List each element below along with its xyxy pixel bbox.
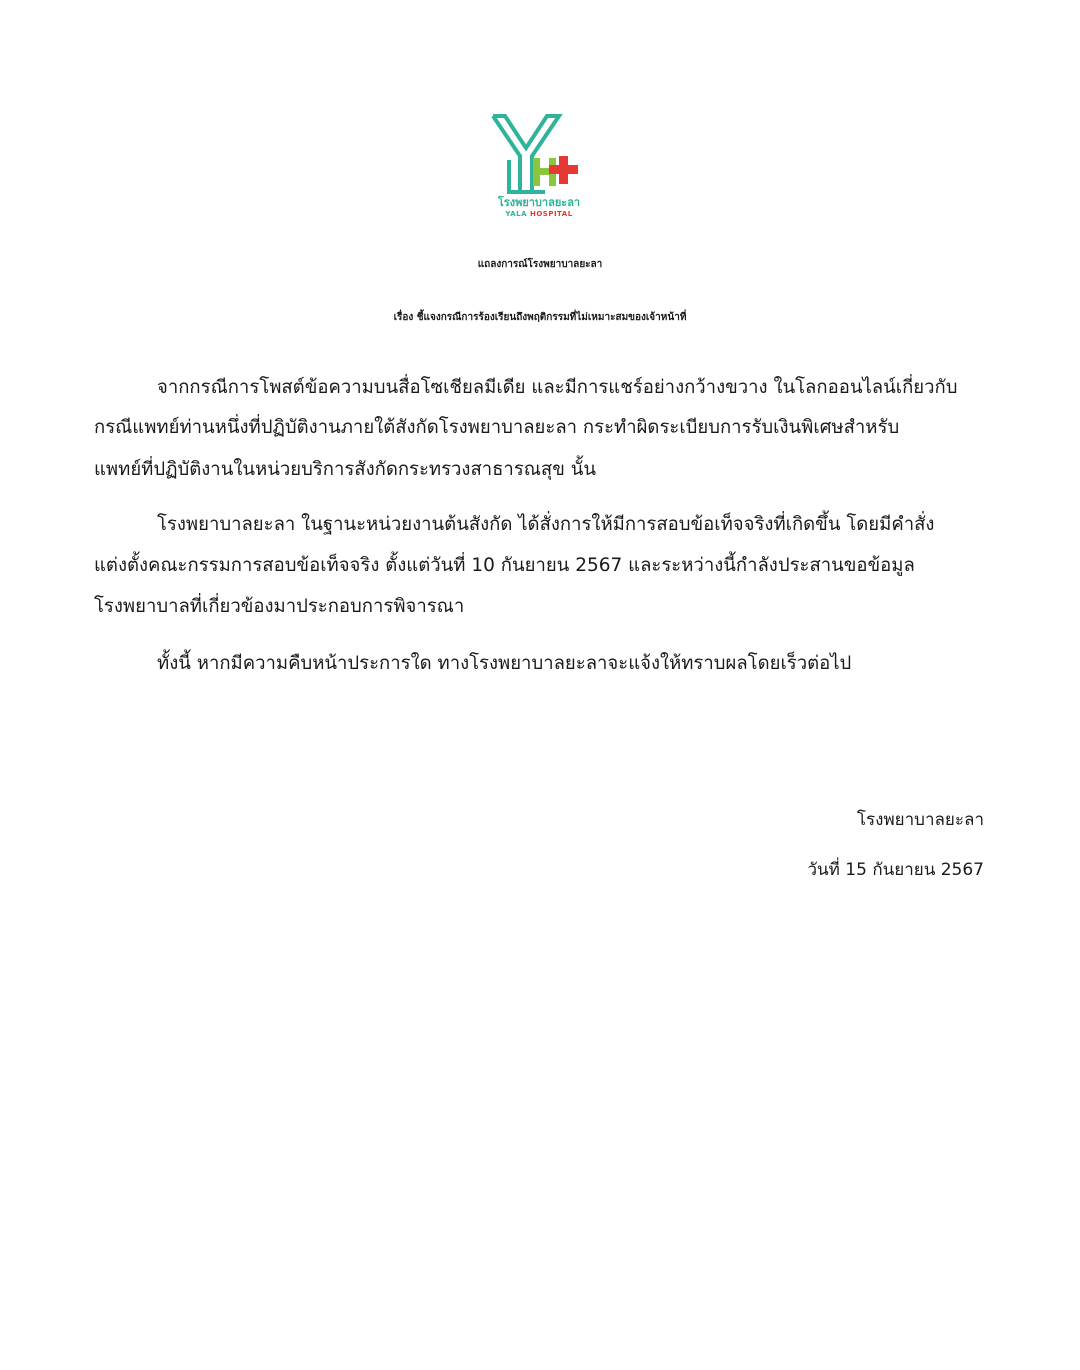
logo-name-english-part2: HOSPITAL	[529, 210, 573, 218]
paragraph-2-line-3: โรงพยาบาลที่เกี่ยวข้องมาประกอบการพิจารณา	[94, 596, 465, 617]
logo-name-english	[483, 210, 595, 219]
statement-title: แถลงการณ์โรงพยาบาลยะลา	[477, 259, 603, 270]
signature-organization: โรงพยาบาลยะลา	[856, 810, 984, 830]
paragraph-1-line-1: จากกรณีการโพสต์ข้อความบนสื่อโซเชียลมีเดีย และมีการแชร์อย่างกว้างขวาง ในโลกออนไลน์เกี่ยวกับ	[157, 377, 958, 398]
paragraph-1-line-3: แพทย์ที่ปฏิบัติงานในหน่วยบริการสังกัดกระทรวงสาธารณสุข นั้น	[94, 459, 597, 480]
logo-name-thai: โรงพยาบาลยะลา	[497, 196, 581, 209]
hospital-logo	[483, 112, 595, 222]
paragraph-3-line-1: ทั้งนี้ หากมีความคืบหน้าประการใด ทางโรงพยาบาลยะลาจะแจ้งให้ทราบผลโดยเร็วต่อไป	[157, 653, 852, 674]
paragraph-1-line-2: กรณีแพทย์ท่านหนึ่งที่ปฏิบัติงานภายใต้สังกัดโรงพยาบาลยะลา กระทำผิดระเบียบการรับเงินพิเศษสำหรับ	[94, 417, 900, 438]
logo-name-english-part1: YALA	[505, 210, 530, 218]
paragraph-2-line-1: โรงพยาบาลยะลา ในฐานะหน่วยงานต้นสังกัด ได้สั่งการให้มีการสอบข้อเท็จจริงที่เกิดขึ้น โดยมีคำสั่ง	[157, 514, 935, 535]
yala-hospital-logo-icon	[483, 112, 595, 196]
paragraph-2-line-2: แต่งตั้งคณะกรรมการสอบข้อเท็จจริง ตั้งแต่วันที่ 10 กันยายน 2567 และระหว่างนี้กำลังประสานขอข้อมูล	[94, 555, 915, 576]
statement-subject: เรื่อง ชี้แจงกรณีการร้องเรียนถึงพฤติกรรมที่ไม่เหมาะสมของเจ้าหน้าที่	[393, 312, 687, 323]
signature-date: วันที่ 15 กันยายน 2567	[807, 860, 984, 880]
